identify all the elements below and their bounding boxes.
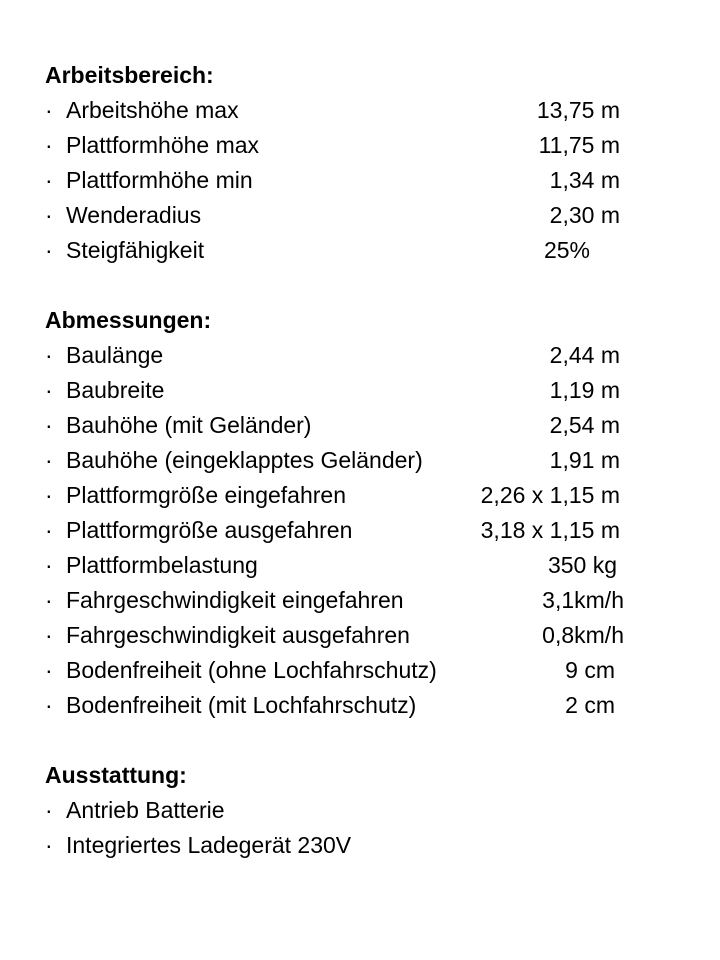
- bullet: ·: [45, 482, 53, 508]
- spec-value: 1,34 m: [549, 167, 620, 193]
- spec-row-baulaenge: [45, 338, 685, 373]
- bullet: ·: [45, 447, 53, 473]
- spec-label: Integriertes Ladegerät 230V: [66, 832, 352, 858]
- bullet: ·: [45, 202, 53, 228]
- spec-label: Plattformhöhe min: [66, 167, 253, 193]
- spec-value: 2,44 m: [549, 342, 620, 368]
- spec-row-bodenfreiheit-mit: [45, 688, 685, 723]
- spec-label: Plattformbelastung: [66, 552, 258, 578]
- bullet: ·: [45, 237, 53, 263]
- bullet: ·: [45, 587, 53, 613]
- spec-label: Baubreite: [66, 377, 165, 403]
- spec-value: 2,26 x 1,15 m: [480, 482, 620, 508]
- spec-row-plattformgroesse-ausgefahren: [45, 513, 685, 548]
- spec-label: Baulänge: [66, 342, 164, 368]
- bullet: ·: [45, 657, 53, 683]
- spec-value: 2 cm: [565, 692, 615, 718]
- spec-row-plattformbelastung: [45, 548, 685, 583]
- bullet: ·: [45, 97, 53, 123]
- spec-label: Steigfähigkeit: [66, 237, 205, 263]
- spec-value: 3,1km/h: [542, 587, 624, 613]
- spec-row-bauhoehe-eingeklappt: [45, 443, 685, 478]
- bullet: ·: [45, 622, 53, 648]
- bullet: ·: [45, 342, 53, 368]
- spec-value: 11,75 m: [538, 132, 620, 158]
- spec-row-bodenfreiheit-ohne: [45, 653, 685, 688]
- spec-value: 350 kg: [547, 552, 617, 578]
- section-title-ausstattung: Ausstattung:: [45, 762, 187, 788]
- spec-value: 25%: [543, 237, 590, 263]
- spec-row-arbeitshoehe: [45, 93, 685, 128]
- spec-label: Plattformgröße eingefahren: [66, 482, 346, 508]
- bullet: ·: [45, 552, 53, 578]
- spec-label: Bauhöhe (mit Geländer): [66, 412, 312, 438]
- spec-label: Plattformgröße ausgefahren: [66, 517, 353, 543]
- bullet: ·: [45, 517, 53, 543]
- spec-row-steigfaehigkeit: [45, 233, 685, 268]
- bullet: ·: [45, 797, 53, 823]
- spec-row-fahrgeschwindigkeit-ausgefahren: [45, 618, 685, 653]
- section-spacer: [45, 268, 685, 303]
- spec-value: 9 cm: [565, 657, 615, 683]
- bullet: ·: [45, 692, 53, 718]
- bullet: ·: [45, 832, 53, 858]
- bullet: ·: [45, 132, 53, 158]
- section-title-abmessungen: Abmessungen:: [45, 307, 212, 333]
- spec-value: 1,19 m: [549, 377, 620, 403]
- bullet: ·: [45, 377, 53, 403]
- spec-value: 0,8km/h: [542, 622, 624, 648]
- spec-value: 3,18 x 1,15 m: [480, 517, 620, 543]
- spec-value: 1,91 m: [549, 447, 620, 473]
- spec-value: 13,75 m: [536, 97, 620, 123]
- spec-row-ladegeraet: [45, 828, 685, 863]
- spec-label: Wenderadius: [66, 202, 202, 228]
- spec-row-plattformgroesse-eingefahren: [45, 478, 685, 513]
- spec-sheet: [45, 58, 685, 863]
- spec-label: Antrieb Batterie: [66, 797, 225, 823]
- spec-label: Arbeitshöhe max: [66, 97, 239, 123]
- spec-row-fahrgeschwindigkeit-eingefahren: [45, 583, 685, 618]
- spec-label: Bodenfreiheit (mit Lochfahrschutz): [66, 692, 417, 718]
- bullet: ·: [45, 412, 53, 438]
- spec-row-plattformhoehe-max: [45, 128, 685, 163]
- spec-label: Bodenfreiheit (ohne Lochfahrschutz): [66, 657, 437, 683]
- spec-row-plattformhoehe-min: [45, 163, 685, 198]
- spec-label: Fahrgeschwindigkeit ausgefahren: [66, 622, 410, 648]
- section-spacer: [45, 723, 685, 758]
- spec-row-wenderadius: [45, 198, 685, 233]
- spec-label: Fahrgeschwindigkeit eingefahren: [66, 587, 404, 613]
- spec-value: 2,54 m: [549, 412, 620, 438]
- section-title-arbeitsbereich: Arbeitsbereich:: [45, 62, 214, 88]
- spec-row-bauhoehe-mit-gelaender: [45, 408, 685, 443]
- spec-label: Bauhöhe (eingeklapptes Geländer): [66, 447, 423, 473]
- spec-row-antrieb: [45, 793, 685, 828]
- spec-value: 2,30 m: [549, 202, 620, 228]
- spec-label: Plattformhöhe max: [66, 132, 260, 158]
- bullet: ·: [45, 167, 53, 193]
- spec-row-baubreite: [45, 373, 685, 408]
